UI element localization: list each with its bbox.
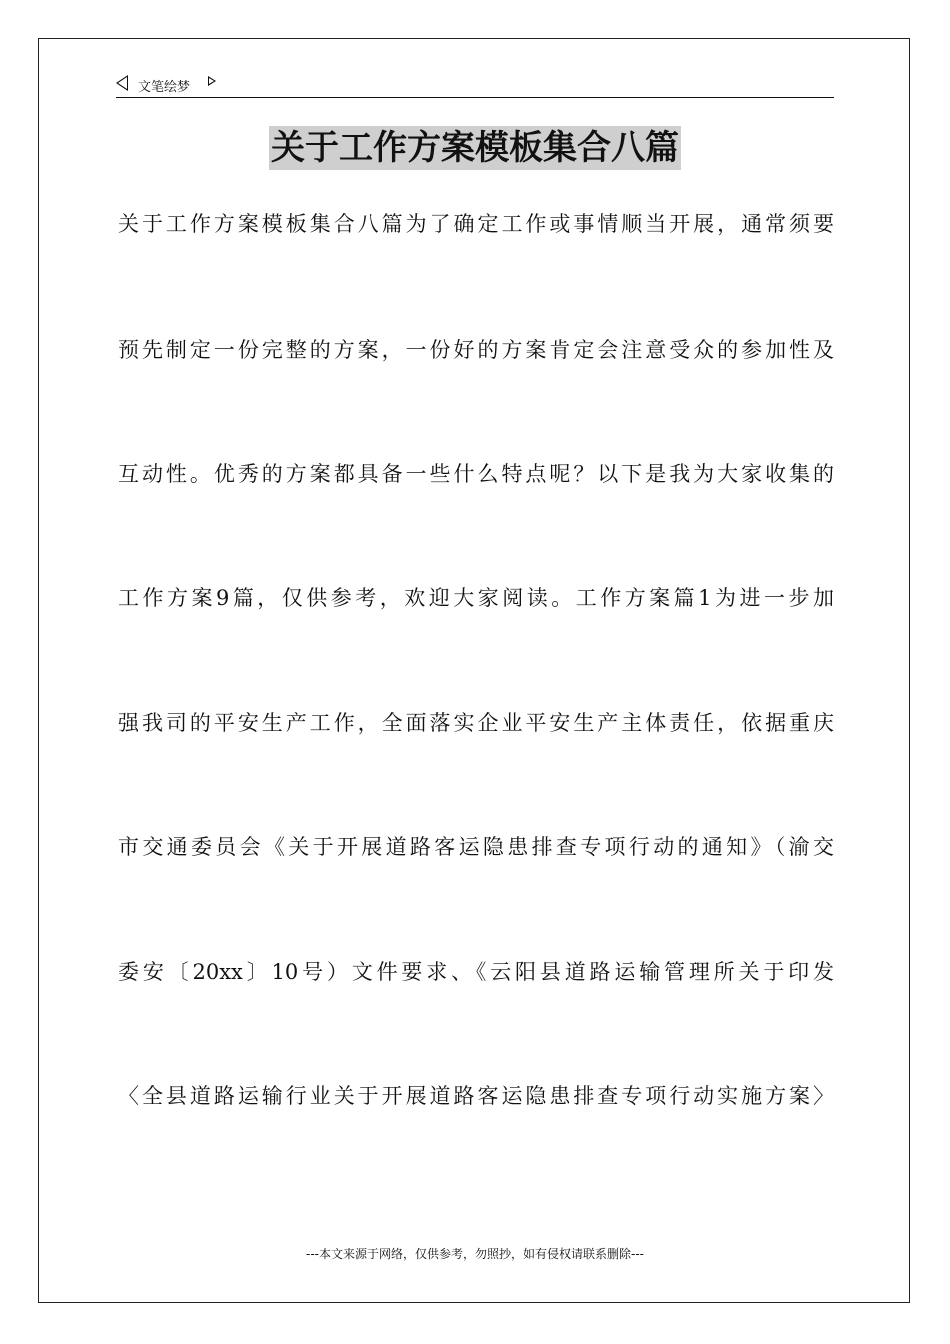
body-line: 市交通委员会《关于开展道路客运隐患排查专项行动的通知》（渝交 <box>118 835 834 859</box>
body-line: 关于工作方案模板集合八篇为了确定工作或事情顺当开展，通常须要 <box>118 212 834 236</box>
triangle-left-icon <box>116 75 128 91</box>
footer-disclaimer: ---本文来源于网络，仅供参考，勿照抄，如有侵权请联系删除--- <box>306 1247 644 1261</box>
title-container <box>0 126 950 170</box>
body-line: 委安〔20xx〕10号）文件要求、《云阳县道路运输管理所关于印发 <box>118 960 834 984</box>
header-brand: 文笔绘梦 <box>138 80 191 95</box>
body-line: 工作方案9篇，仅供参考，欢迎大家阅读。工作方案篇1为进一步加 <box>118 586 834 610</box>
triangle-right-icon <box>208 76 216 86</box>
body-line: 强我司的平安生产工作，全面落实企业平安生产主体责任，依据重庆 <box>118 711 834 735</box>
body-line: 〈全县道路运输行业关于开展道路客运隐患排查专项行动实施方案〉 <box>118 1084 834 1108</box>
page-header <box>116 72 834 98</box>
document-title: 关于工作方案模板集合八篇 <box>271 128 679 168</box>
body-line: 互动性。优秀的方案都具备一些什么特点呢？以下是我为大家收集的 <box>118 462 834 486</box>
body-line: 预先制定一份完整的方案，一份好的方案肯定会注意受众的参加性及 <box>118 338 834 362</box>
